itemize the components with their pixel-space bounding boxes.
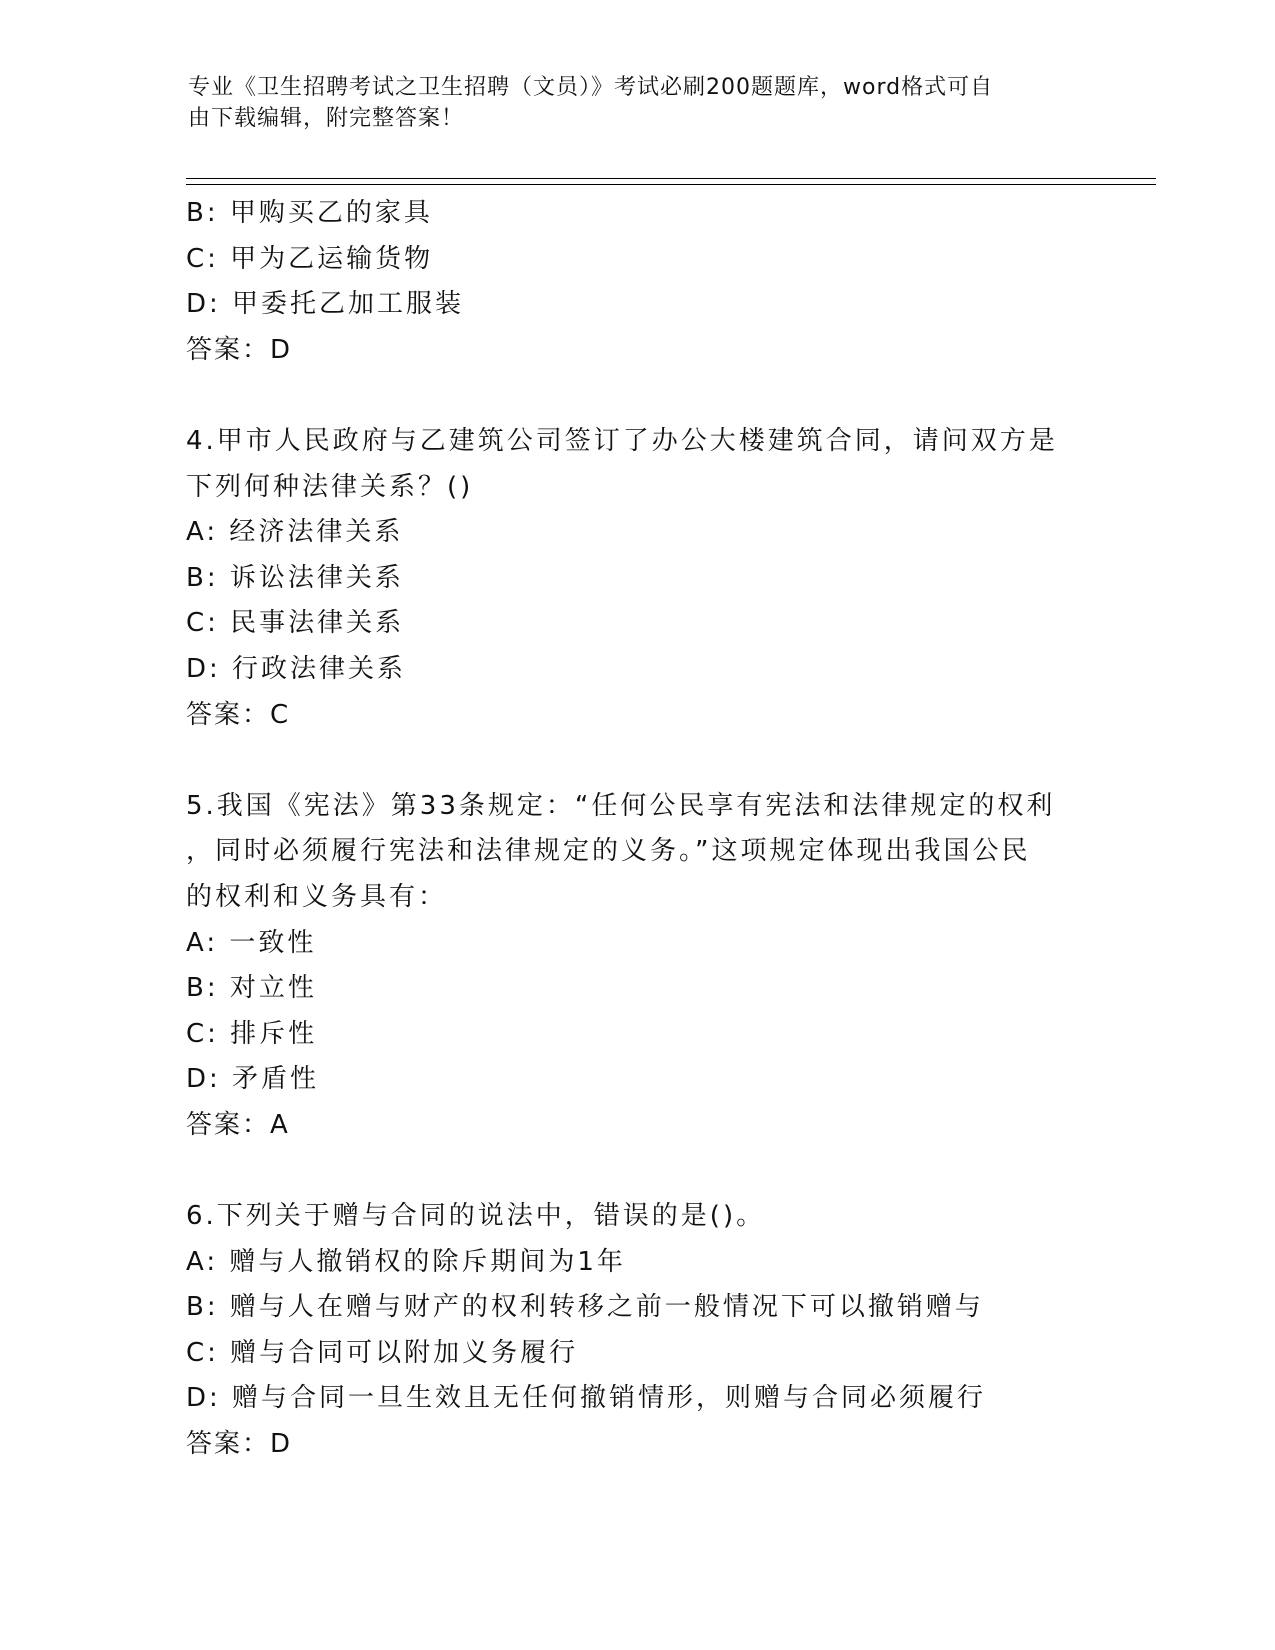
document-header (188, 72, 1068, 134)
option-line: B: 甲购买乙的家具 (186, 198, 433, 228)
option-line: B: 诉讼法律关系 (186, 562, 404, 593)
answer-line: 答案：A (186, 1109, 290, 1140)
option-line: A: 经济法律关系 (186, 517, 404, 548)
header-line: 由下载编辑，附完整答案！ (188, 106, 465, 131)
question-block (186, 419, 1086, 738)
answer-line: 答案：C (186, 699, 291, 730)
question-stem-line: 4.甲市人民政府与乙建筑公司签订了办公大楼建筑合同，请问双方是 (186, 425, 1058, 456)
question-stem-line: 的权利和义务具有： (186, 881, 448, 912)
header-line: 专业《卫生招聘考试之卫生招聘（文员）》考试必刷200题题库，word格式可自 (188, 75, 994, 100)
spacer (186, 373, 1086, 419)
option-line: C: 排斥性 (186, 1018, 318, 1049)
option-line: B: 赠与人在赠与财产的权利转移之前一般情况下可以撤销赠与 (186, 1292, 984, 1323)
question-block (186, 1194, 1086, 1468)
answer-line: 答案：D (186, 334, 293, 365)
option-line: C: 赠与合同可以附加义务履行 (186, 1337, 579, 1368)
question-stem-line: ，同时必须履行宪法和法律规定的义务。”这项规定体现出我国公民 (186, 836, 1031, 867)
option-line: D: 行政法律关系 (186, 653, 407, 684)
header-rule-top (186, 178, 1156, 179)
option-line: C: 甲为乙运输货物 (186, 243, 434, 274)
option-line: A: 赠与人撤销权的除斥期间为1年 (186, 1246, 626, 1277)
question-list (186, 191, 1086, 1468)
answer-line: 答案：D (186, 1429, 293, 1460)
question-block (186, 191, 1086, 373)
header-rule-bottom (186, 184, 1156, 185)
question-block (186, 784, 1086, 1149)
spacer (186, 1148, 1086, 1194)
option-line: A: 一致性 (186, 927, 317, 958)
option-line: B: 对立性 (186, 973, 317, 1004)
option-line: D: 矛盾性 (186, 1064, 320, 1095)
option-line: D: 甲委托乙加工服装 (186, 289, 465, 320)
spacer (186, 738, 1086, 784)
question-stem-line: 下列何种法律关系？() (186, 471, 474, 502)
question-stem-line: 6.下列关于赠与合同的说法中，错误的是()。 (186, 1201, 766, 1232)
question-stem-line: 5.我国《宪法》第33条规定：“任何公民享有宪法和法律规定的权利 (186, 790, 1056, 821)
option-line: D: 赠与合同一旦生效且无任何撤销情形，则赠与合同必须履行 (186, 1383, 987, 1414)
option-line: C: 民事法律关系 (186, 608, 405, 639)
